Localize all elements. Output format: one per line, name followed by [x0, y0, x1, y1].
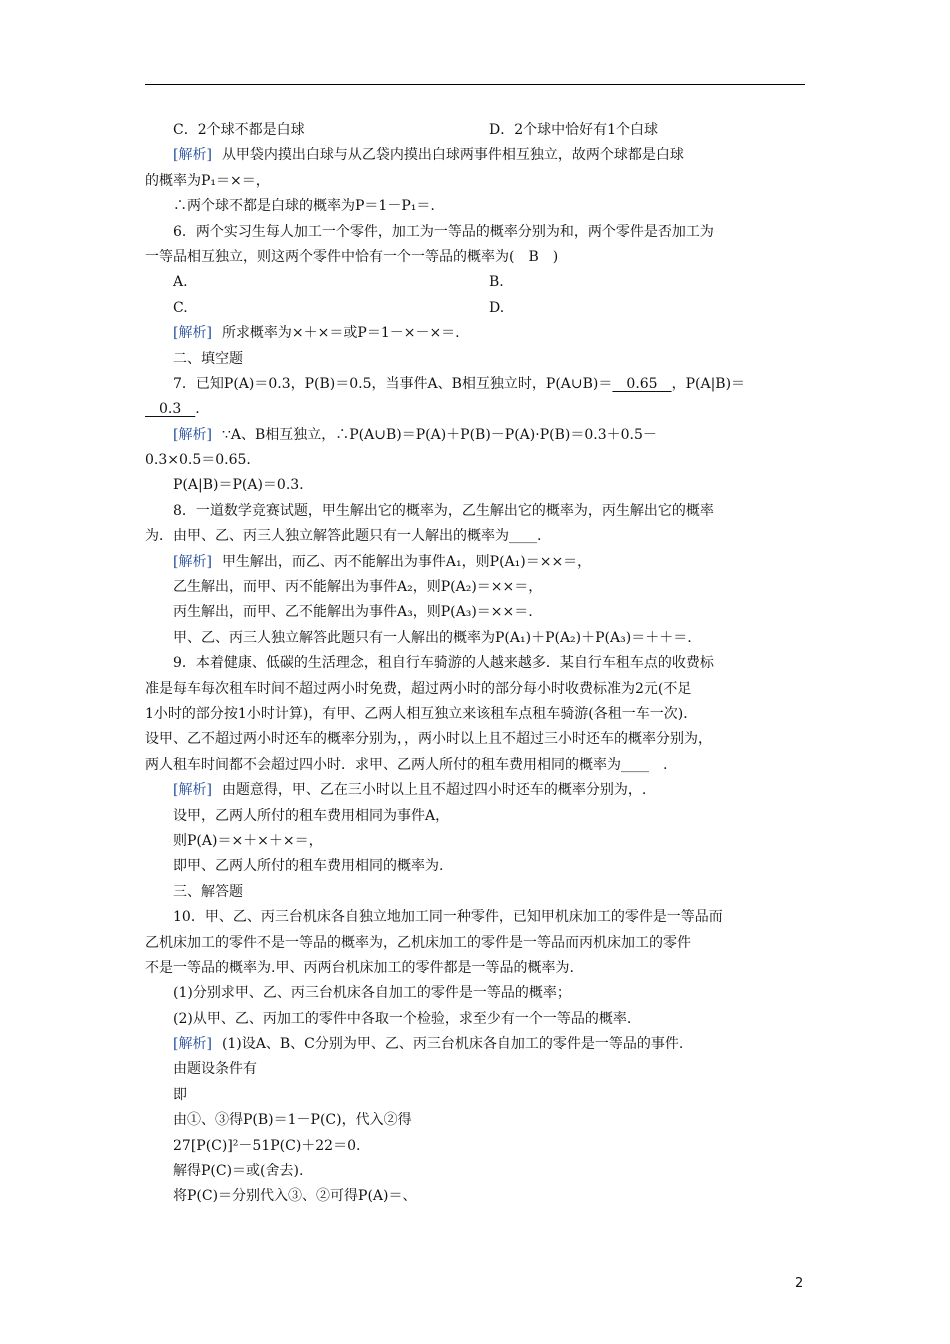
text-line: 由题设条件有	[173, 1061, 257, 1078]
document-body	[145, 118, 805, 1210]
analysis-line	[145, 423, 805, 448]
analysis-text: (1)设A、B、C分别为甲、乙、丙三台机床各自加工的零件是一等品的事件.	[221, 1036, 684, 1053]
text-line: 解得P(C)＝或(舍去).	[173, 1163, 304, 1180]
text-line: 27[P(C)]²－51P(C)＋22＝0.	[173, 1137, 361, 1154]
option-text: B.	[489, 274, 504, 291]
option-text: A.	[173, 274, 188, 291]
option-text: D．2个球中恰好有1个白球	[489, 122, 659, 138]
analysis-line	[145, 1032, 805, 1057]
analysis-text: 甲生解出，而乙、丙不能解出为事件A₁，则P(A₁)＝××＝，	[221, 553, 592, 570]
text-line: 9．本着健康、低碳的生活理念，租自行车骑游的人越来越多．某自行车租车点的收费标	[173, 655, 714, 672]
option-row	[145, 270, 805, 295]
text-line: 准是每车每次租车时间不超过两小时免费，超过两小时的部分每小时收费标准为2元(不足	[145, 680, 692, 697]
analysis-text: 由题意得，甲、乙在三小时以上且不超过四小时还车的概率分别为，.	[221, 782, 647, 799]
text-line: 由①、③得P(B)＝1－P(C)，代入②得	[173, 1112, 412, 1129]
analysis-line	[145, 143, 805, 168]
text-line: 设甲，乙两人所付的租车费用相同为事件A，	[173, 807, 450, 824]
text-segment: ，P(A|B)＝	[671, 375, 746, 392]
page-number: 2	[795, 1276, 804, 1291]
text-line: 设甲、乙不超过两小时还车的概率分别为，，两小时以上且不超过三小时还车的概率分别为，	[145, 731, 712, 748]
text-line: 丙生解出，而甲、乙不能解出为事件A₃，则P(A₃)＝××＝.	[173, 604, 533, 621]
answer-blank: 0.3	[145, 401, 196, 418]
header-rule	[145, 84, 805, 85]
text-line: 0.3×0.5＝0.65.	[145, 452, 251, 469]
analysis-tag: [解析]	[173, 1036, 212, 1053]
analysis-tag: [解析]	[173, 325, 212, 342]
text-line: 将P(C)＝分别代入③、②可得P(A)＝、	[173, 1188, 417, 1205]
text-line: 一等品相互独立，则这两个零件中恰有一个一等品的概率为( B )	[145, 248, 559, 265]
analysis-tag: [解析]	[173, 782, 212, 799]
text-line: 即	[173, 1086, 187, 1103]
text-line: (2)从甲、乙、丙加工的零件中各取一个检验，求至少有一个一等品的概率.	[173, 1010, 632, 1027]
option-text: C．2个球不都是白球	[173, 122, 305, 138]
text-line: P(A|B)＝P(A)＝0.3.	[173, 477, 304, 494]
analysis-tag: [解析]	[173, 553, 212, 570]
analysis-tag: [解析]	[173, 147, 212, 164]
text-line	[145, 397, 805, 422]
text-line: (1)分别求甲、乙、丙三台机床各自加工的零件是一等品的概率；	[173, 985, 571, 1002]
text-line: ∴两个球不都是白球的概率为P＝1－P₁＝.	[173, 198, 435, 215]
analysis-text: ∵A、B相互独立，∴P(A∪B)＝P(A)＋P(B)－P(A)·P(B)＝0.3＋0.5－	[221, 426, 657, 443]
answer-blank: 0.65	[612, 375, 672, 392]
analysis-line	[145, 550, 805, 575]
text-line: 乙生解出，而甲、丙不能解出为事件A₂，则P(A₂)＝××＝，	[173, 579, 543, 596]
analysis-line	[145, 778, 805, 803]
text-line: 二、填空题	[173, 350, 243, 367]
text-line: 的概率为P₁＝×＝，	[145, 172, 270, 189]
option-text: C.	[173, 299, 188, 316]
option-row	[145, 296, 805, 321]
option-row	[145, 118, 805, 143]
text-line	[145, 372, 805, 397]
text-line: 10．甲、乙、丙三台机床各自独立地加工同一种零件，已知甲机床加工的零件是一等品而	[173, 909, 723, 926]
text-line: 1小时的部分按1小时计算)，有甲、乙两人相互独立来该租车点租车骑游(各租一车一次)．	[145, 705, 698, 722]
text-line: 乙机床加工的零件不是一等品的概率为，乙机床加工的零件是一等品而丙机床加工的零件	[145, 934, 691, 951]
option-text: D.	[489, 299, 505, 316]
text-line: 为．由甲、乙、丙三人独立解答此题只有一人解出的概率为____.	[145, 528, 542, 545]
text-segment: 7．已知P(A)＝0.3，P(B)＝0.5，当事件A、B相互独立时，P(A∪B)＝	[173, 375, 613, 392]
analysis-tag: [解析]	[173, 426, 212, 443]
text-line: 则P(A)＝×＋×＋×＝，	[173, 832, 323, 849]
text-line: 甲、乙、丙三人独立解答此题只有一人解出的概率为P(A₁)＋P(A₂)＋P(A₃)＝＋＋＝.	[173, 629, 692, 646]
text-line: 不是一等品的概率为.甲、丙两台机床加工的零件都是一等品的概率为.	[145, 959, 574, 976]
text-segment: .	[195, 401, 200, 418]
text-line: 6．两个实习生每人加工一个零件，加工为一等品的概率分别为和，两个零件是否加工为	[173, 223, 714, 240]
text-line: 即甲、乙两人所付的租车费用相同的概率为.	[173, 858, 444, 875]
analysis-line	[145, 321, 805, 346]
text-line: 8．一道数学竞赛试题，甲生解出它的概率为，乙生解出它的概率为，丙生解出它的概率	[173, 502, 714, 519]
text-line: 两人租车时间都不会超过四小时．求甲、乙两人所付的租车费用相同的概率为____ .	[145, 756, 668, 773]
text-line: 三、解答题	[173, 883, 243, 900]
analysis-text: 所求概率为×＋×＝或P＝1－×－×＝.	[221, 325, 460, 342]
analysis-text: 从甲袋内摸出白球与从乙袋内摸出白球两事件相互独立，故两个球都是白球	[221, 147, 684, 164]
